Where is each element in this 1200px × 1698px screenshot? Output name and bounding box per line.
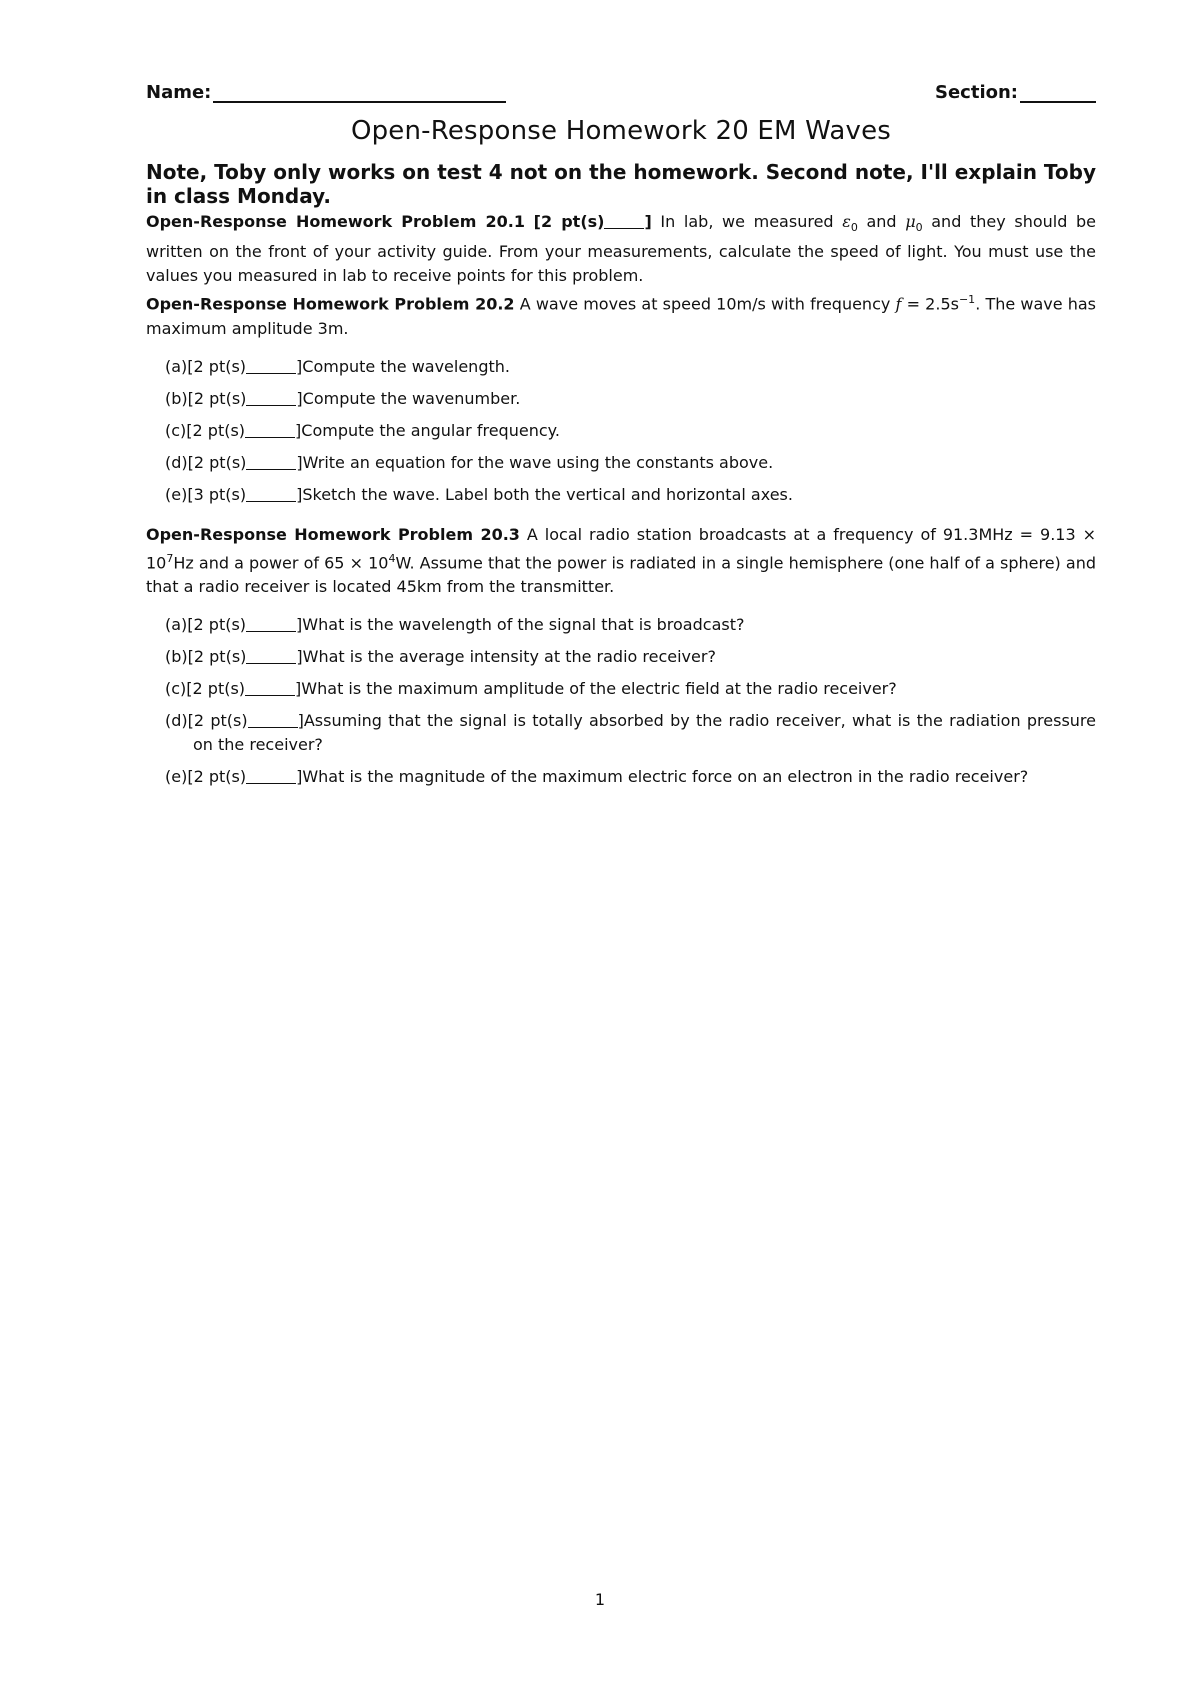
points-suffix: ]: [644, 212, 652, 231]
problem-20-3-parts: [146, 613, 1096, 789]
list-item: [146, 677, 1096, 701]
epsilon-symbol: ε: [842, 212, 851, 231]
mu-symbol: μ: [905, 212, 916, 231]
section-blank-line: [1020, 85, 1096, 103]
homework-page: [146, 82, 1096, 797]
problem-20-2-parts: [146, 355, 1096, 507]
problem-20-3-heading: Open-Response Homework Problem 20.3: [146, 524, 520, 544]
part-text: Assuming that the signal is totally absorbed by the radio receiver, what is the radiation pressure on the receiver?: [193, 710, 1096, 754]
problem-20-1-points: [534, 212, 652, 231]
page-title: Open-Response Homework 20 EM Waves: [350, 116, 892, 146]
problem-20-1-heading: Open-Response Homework Problem 20.1: [146, 212, 525, 231]
part-text: Compute the wavelength.: [302, 356, 510, 376]
class-note: Note, Toby only works on test 4 not on the homework. Second note, I'll explain Toby in class Monday.: [146, 160, 1097, 208]
part-label: (c)[2 pt(s): [165, 678, 246, 698]
part-text: Write an equation for the wave using the constants above.: [302, 452, 774, 472]
points-blank: [246, 649, 296, 664]
part-close: ]: [296, 356, 303, 376]
part-text: What is the maximum amplitude of the electric field at the radio receiver?: [301, 678, 897, 698]
part-label: (b)[2 pt(s): [165, 388, 247, 408]
problem-20-2: [146, 288, 1096, 340]
points-blank: [246, 487, 296, 502]
problem-20-2-heading: Open-Response Homework Problem 20.2: [146, 294, 515, 314]
points-blank: [604, 214, 644, 229]
page-number: 1: [594, 1590, 606, 1609]
points-prefix: [2 pt(s): [533, 212, 605, 231]
section-field: [935, 82, 1096, 103]
part-label: (a)[2 pt(s): [165, 356, 247, 376]
name-label: Name:: [146, 82, 212, 103]
part-close: ]: [295, 678, 302, 698]
part-close: ]: [296, 388, 303, 408]
frequency-symbol: f: [895, 294, 902, 314]
part-text: What is the magnitude of the maximum electric force on an electron in the radio receiver?: [302, 766, 1029, 786]
points-blank: [246, 391, 296, 406]
part-text: Sketch the wave. Label both the vertical and horizontal axes.: [302, 484, 793, 504]
part-label: (b)[2 pt(s): [165, 646, 247, 666]
list-item: [146, 709, 1096, 757]
frequency-exponent: −1: [958, 293, 976, 307]
part-label: (a)[2 pt(s): [165, 614, 247, 634]
part-close: ]: [296, 766, 303, 786]
mu-subscript: 0: [915, 221, 923, 235]
list-item: [146, 645, 1096, 669]
epsilon-subscript: 0: [850, 221, 858, 235]
points-blank: [245, 681, 295, 696]
problem-20-3-text-b: Hz and a power of 65 × 10: [173, 552, 389, 572]
list-item: [146, 387, 1096, 411]
part-text: What is the average intensity at the radio receiver?: [302, 646, 716, 666]
list-item: [146, 355, 1096, 379]
problem-20-2-text-c: . The wave has maximum amplitude 3m.: [146, 294, 1097, 338]
list-item: [146, 765, 1096, 789]
frequency-exponent: 7: [166, 551, 174, 565]
section-label: Section:: [935, 82, 1018, 103]
problem-20-1-text-b: and: [857, 212, 906, 231]
part-close: ]: [296, 646, 303, 666]
header-row: [146, 82, 1096, 108]
part-label: (c)[2 pt(s): [165, 420, 246, 440]
list-item: [146, 451, 1096, 475]
points-blank: [246, 455, 296, 470]
problem-20-1-text-a: In lab, we measured: [651, 212, 843, 231]
name-field: [146, 82, 506, 103]
points-blank: [246, 359, 296, 374]
list-item: [146, 613, 1096, 637]
part-label: (d)[2 pt(s): [165, 452, 247, 472]
part-text: Compute the wavenumber.: [302, 388, 521, 408]
part-close: ]: [296, 614, 303, 634]
problem-20-3: [146, 523, 1096, 599]
problem-20-2-text-a: A wave moves at speed 10m/s with frequency: [514, 294, 896, 314]
name-blank-line: [213, 85, 506, 103]
problem-20-1: [146, 210, 1096, 288]
problem-20-1-text-c: and they should be written on the front of your activity guide. From your measurements, calculate the speed of light. You must use the values you measured in lab to receive points for this problem.: [146, 212, 1097, 286]
part-close: ]: [296, 484, 303, 504]
part-text: What is the wavelength of the signal that is broadcast?: [302, 614, 745, 634]
part-label: (e)[3 pt(s): [165, 484, 247, 504]
part-close: ]: [297, 710, 304, 730]
problem-20-3-text-a: A local radio station broadcasts at a frequency of 91.3MHz = 9.13 × 10: [146, 524, 1096, 572]
part-text: Compute the angular frequency.: [301, 420, 560, 440]
power-exponent: 4: [388, 551, 396, 565]
part-close: ]: [295, 420, 302, 440]
points-blank: [246, 617, 296, 632]
points-blank: [245, 423, 295, 438]
part-close: ]: [296, 452, 303, 472]
problem-20-3-text-c: W. Assume that the power is radiated in a single hemisphere (one half of a sphere) and that a radio receiver is located 45km from the transmitter.: [146, 552, 1097, 596]
list-item: [146, 419, 1096, 443]
part-label: (e)[2 pt(s): [165, 766, 247, 786]
list-item: [146, 483, 1096, 507]
problem-20-2-text-b: = 2.5s: [901, 294, 959, 314]
points-blank: [246, 769, 296, 784]
part-label: (d)[2 pt(s): [165, 710, 248, 730]
points-blank: [248, 713, 298, 728]
